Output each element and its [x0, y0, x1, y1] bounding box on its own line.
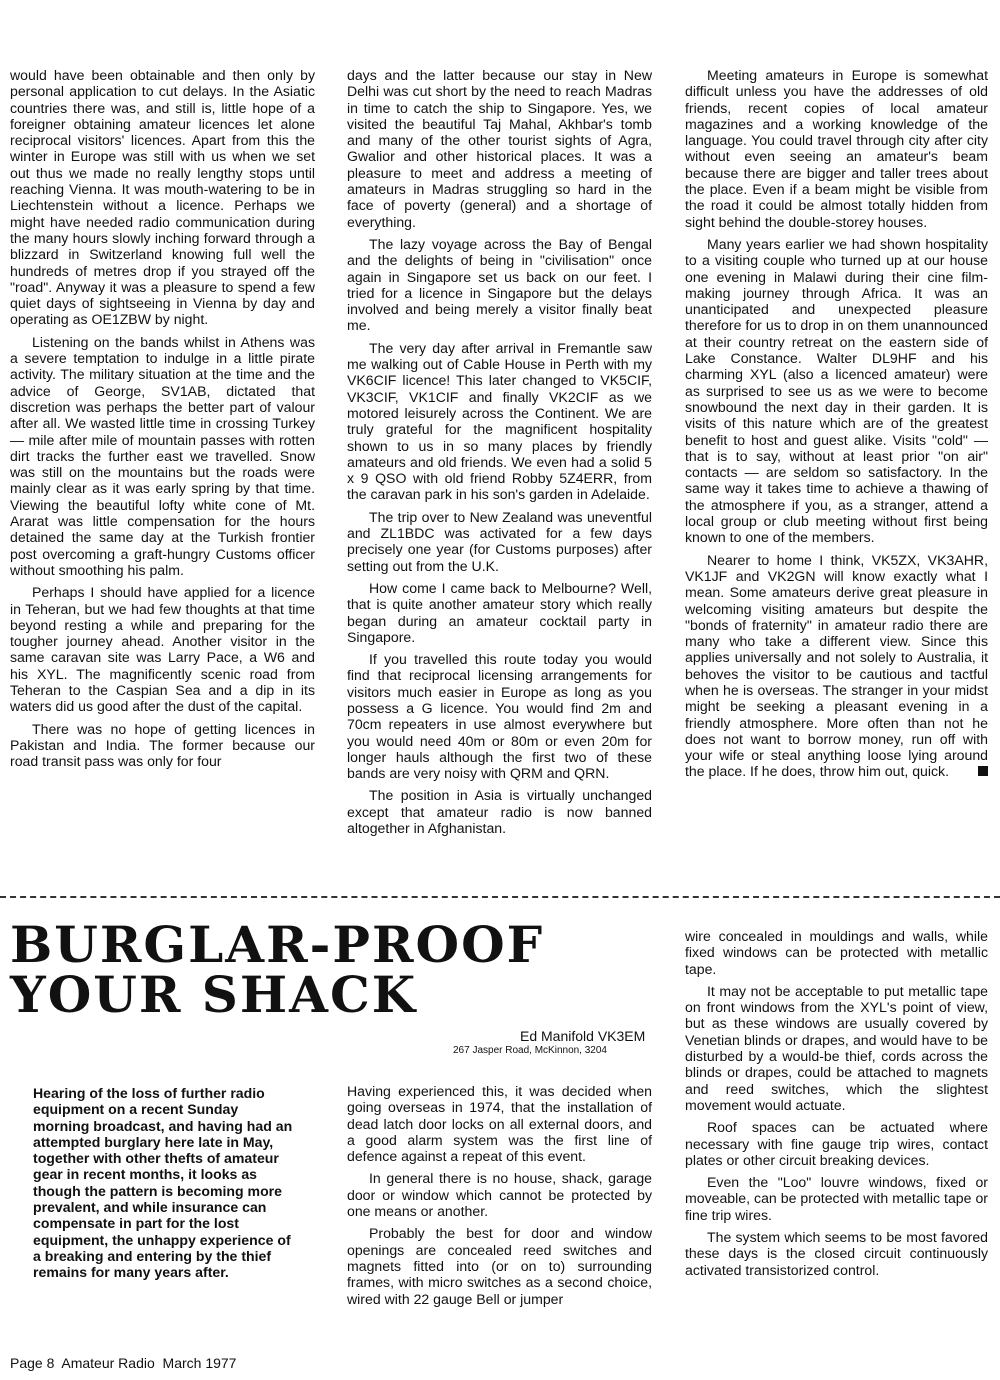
- paragraph: Roof spaces can be actuated where necessary with fine gauge trip wires, contact plates or other circuit breaking devices.: [685, 1119, 988, 1168]
- paragraph: Probably the best for door and window openings are concealed reed switches and magnets fitted into (or on to) surrounding frames, with micro switches as a second choice, wired with 22 gauge Bell or jumper: [347, 1225, 652, 1307]
- paragraph: Perhaps I should have applied for a licence in Teheran, but we had few thoughts at that time beyond resting a while and preparing for the tougher journey ahead. Another visitor in the same caravan site was Larry Pace, a W6 and his XYL. The magnificently scenic road from Teheran to the Caspian Sea and a dip in its waters did us good after the dust of the capital.: [10, 584, 315, 715]
- paragraph: Even the "Loo" louvre windows, fixed or moveable, can be protected with metallic tape or fine trip wires.: [685, 1174, 988, 1223]
- paragraph: wire concealed in mouldings and walls, while fixed windows can be protected with metallic tape.: [685, 928, 988, 977]
- paragraph: Many years earlier we had shown hospitality to a visiting couple who turned up at our house one evening in Malawi during their cine film-making journey through Africa. It was an unanticipated and unexpected pleasure therefore for us to drop in on them unannounced at their country retreat on the eastern side of Lake Constance. Walter DL9HF and his charming XYL (also a licenced amateur) were as surprised to see us as we were to become snowbound the next day in their garden. It is visits of this nature which are of the greatest benefit to host and guest alike. Visits "cold" — that is to say, without at least prior "on air" contacts — are seldom so satisfactory. In the same way it takes time to achieve a thawing of the atmosphere if you, as a stranger, attend a local group or club meeting without first being known to one of the members.: [685, 235, 988, 546]
- author-address: 267 Jasper Road, McKinnon, 3204: [453, 1045, 607, 1056]
- section-divider: [0, 896, 1000, 898]
- paragraph: The very day after arrival in Fremantle saw me walking out of Cable House in Perth with my VK6CIF licence! This later changed to VK5CIF, VK3CIF, VK1CIF and finally VK2CIF as we motored leisurely across the Continent. We are truly grateful for the magnificent hospitality shown to us in so many places by friendly amateurs and old friends. We even had a solid 5 x 9 QSO with old friend Robby 5Z4ERR, from the caravan park in his son's garden in Adelaide.: [347, 339, 652, 503]
- paragraph: Having experienced this, it was decided when going overseas in 1974, that the installation of dead latch door locks on all external doors, and a good alarm system was the first line of defence against a repeat of this event.: [347, 1083, 652, 1165]
- paragraph-text: Nearer to home I think, VK5ZX, VK3AHR, VK1JF and VK2GN will know exactly what I mean. Some amateurs derive great pleasure in welcoming visiting amateurs but despite the "bonds of fraternity" in amateur radio there are many who take a different view. Since this applies universally and not solely to Australia, it behoves the visitor to be cautious and tactful when he is overseas. The stranger in your midst might be seeking a pleasant evening in a friendly atmosphere. More often than not he does not want to borrow money, run off with your wife or steal anything loose lying around the place. If he does, throw him out, quick.: [685, 551, 988, 780]
- paragraph: There was no hope of getting licences in Pakistan and India. The former because our road transit pass was only for four: [10, 720, 315, 770]
- headline-line-1: BURGLAR-PROOF: [10, 915, 545, 974]
- headline-line-2: YOUR SHACK: [10, 965, 418, 1024]
- paragraph: In general there is no house, shack, garage door or window which cannot be protected by one means or another.: [347, 1170, 652, 1220]
- article1-column-3: [685, 67, 988, 786]
- paragraph: Listening on the bands whilst in Athens was a severe temptation to indulge in a little pirate activity. The military situation at the time and the advice of George, SV1AB, dictated that discretion was perhaps the better part of valour after all. We wasted little time in crossing Turkey — mile after mile of mountain passes with rotten dirt tracks the further east we travelled. Snow was still on the mountains but the roads were mainly clear as it was early spring by that time. Viewing the beautiful lofty white cone of Mt. Ararat was little compensation for the hours detained the same day at the Turkish frontier post overcoming a graft-hungry Customs officer without smoothing his palm.: [10, 333, 315, 578]
- author-byline: Ed Manifold VK3EM: [520, 1028, 646, 1044]
- paragraph: The trip over to New Zealand was uneventful and ZL1BDC was activated for a few days precisely one year (for Customs purposes) after setting out from the U.K.: [347, 508, 652, 574]
- paragraph: [685, 552, 988, 780]
- paragraph: days and the latter because our stay in New Delhi was cut short by the need to reach Madras in time to catch the ship to Singapore. Yes, we visited the beautiful Taj Mahal, Akhbar's tomb and many of the other tourist sights of Agra, Gwalior and other historical places. It was a pleasure to meet and address a meeting of amateurs in Madras struggling so hard in the face of poverty (general) and a shortage of everything.: [347, 67, 652, 230]
- article1-column-1: [10, 67, 315, 775]
- paragraph: It may not be acceptable to put metallic tape on front windows from the XYL's point of view, but as these windows are usually covered by Venetian blinds or drapes, and would have to be disturbed by a would-be thief, cords across the blinds or drapes, could be attached to magnets and reed switches, which the slightest movement would actuate.: [685, 982, 988, 1113]
- end-of-article-mark: [978, 766, 988, 776]
- page-footer: Page 8 Amateur Radio March 1977: [10, 1355, 237, 1371]
- paragraph: The position in Asia is virtually unchanged except that amateur radio is now banned altogether in Afghanistan.: [347, 787, 652, 837]
- paragraph: The system which seems to be most favored these days is the closed circuit continuously activated transistorized control.: [685, 1229, 988, 1278]
- article1-column-2: [347, 67, 652, 842]
- paragraph: The lazy voyage across the Bay of Bengal and the delights of being in "civilisation" once again in Singapore set us back on our feet. I tried for a licence in Singapore but the delays involved and being merely a visitor finally beat me.: [347, 235, 652, 334]
- paragraph: Meeting amateurs in Europe is somewhat difficult unless you have the addresses of old friends, recent copies of local amateur magazines and a working knowledge of the language. You could travel through city after city without even seeing an amateur's beam because there are bigger and taller trees about the place. Even if a beam might be visible from the road it could be almost totally hidden from sight behind the double-storey houses.: [685, 67, 988, 230]
- article2-column-3: [685, 928, 988, 1284]
- article2-column-2: [347, 1083, 652, 1313]
- paragraph: If you travelled this route today you would find that reciprocal licensing arrangements for visitors much easier in Europe as long as you possess a G licence. You would find 2m and 70cm repeaters in use almost everywhere but you would need 40m or 80m or even 20m for longer hauls although the first two of these bands are very noisy with QRM and QRN.: [347, 651, 652, 782]
- paragraph: would have been obtainable and then only by personal application to cut delays. In the Asiatic countries there was, and still is, little hope of a foreigner obtaining amateur licences let alone reciprocal visitors' licences. Apart from this the winter in Europe was still with us when we set out thus we made no really lengthy stops until reaching Vienna. It was mouth-watering to be in Liechtenstein without a licence. Perhaps we might have needed radio communication during the many hours slowly inching forward through a blizzard in Switzerland knowing full well the hundreds of metres drop if you strayed off the "road". Anyway it was a pleasure to spend a few quiet days of sightseeing in Vienna by day and operating as OE1ZBW by night.: [10, 67, 315, 328]
- article-headline: [10, 915, 570, 1024]
- paragraph: How come I came back to Melbourne? Well, that is quite another amateur story which really began during an amateur cocktail party in Singapore.: [347, 579, 652, 645]
- article-intro: Hearing of the loss of further radio equipment on a recent Sunday morning broadcast, and having had an attempted burglary here late in May, together with other thefts of amateur gear in recent months, it looks as though the pattern is becoming more prevalent, and while insurance can compensate in part for the lost equipment, the unhappy experience of a breaking and entering by the thief remains for many years after.: [33, 1085, 293, 1281]
